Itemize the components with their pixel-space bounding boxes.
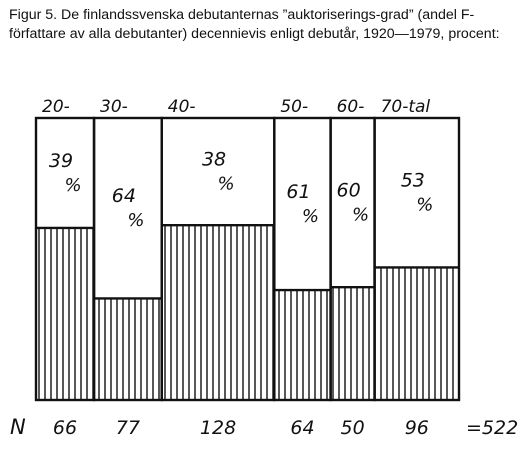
n-total: =522 <box>466 417 519 439</box>
value-label: 39 <box>48 149 74 172</box>
n-value: 96 <box>404 417 429 439</box>
value-label: 61 <box>286 181 311 204</box>
percent-sign: % <box>416 194 434 216</box>
bar-hatched-50 <box>274 290 330 400</box>
n-value: 64 <box>290 417 315 439</box>
percent-sign: % <box>127 210 145 232</box>
value-label: 38 <box>201 148 227 171</box>
n-value: 77 <box>115 417 140 439</box>
decade-label: 20- <box>42 97 70 117</box>
percent-sign: % <box>217 173 235 195</box>
decade-label: 50- <box>280 97 309 117</box>
value-label: 53 <box>400 169 425 192</box>
percent-sign: % <box>64 174 82 196</box>
percent-sign: % <box>352 204 370 226</box>
bar-hatched-60 <box>331 287 375 400</box>
bar-hatched-70tal <box>375 267 459 400</box>
decade-label: 30- <box>100 97 128 117</box>
bar-hatched-40 <box>162 225 275 400</box>
value-label: 64 <box>111 185 136 208</box>
bar-hatched-20 <box>36 228 94 400</box>
n-value: 50 <box>340 417 365 439</box>
decade-label: 60- <box>336 97 365 117</box>
decade-label: 70-tal <box>380 97 431 117</box>
figure-caption: Figur 5. De finlandssvenska debutanternas ”auktoriserings-grad” (andel F-författare av alla debutanter) decennievis enligt debutår, 1920—1979, procent: <box>9 7 500 42</box>
percent-sign: % <box>301 206 320 228</box>
n-value: 128 <box>199 417 237 439</box>
bar-hatched-30 <box>94 298 162 400</box>
n-row-label: N <box>10 415 26 439</box>
decade-label: 40- <box>167 97 196 117</box>
value-label: 60 <box>336 179 361 202</box>
n-value: 66 <box>52 417 78 439</box>
